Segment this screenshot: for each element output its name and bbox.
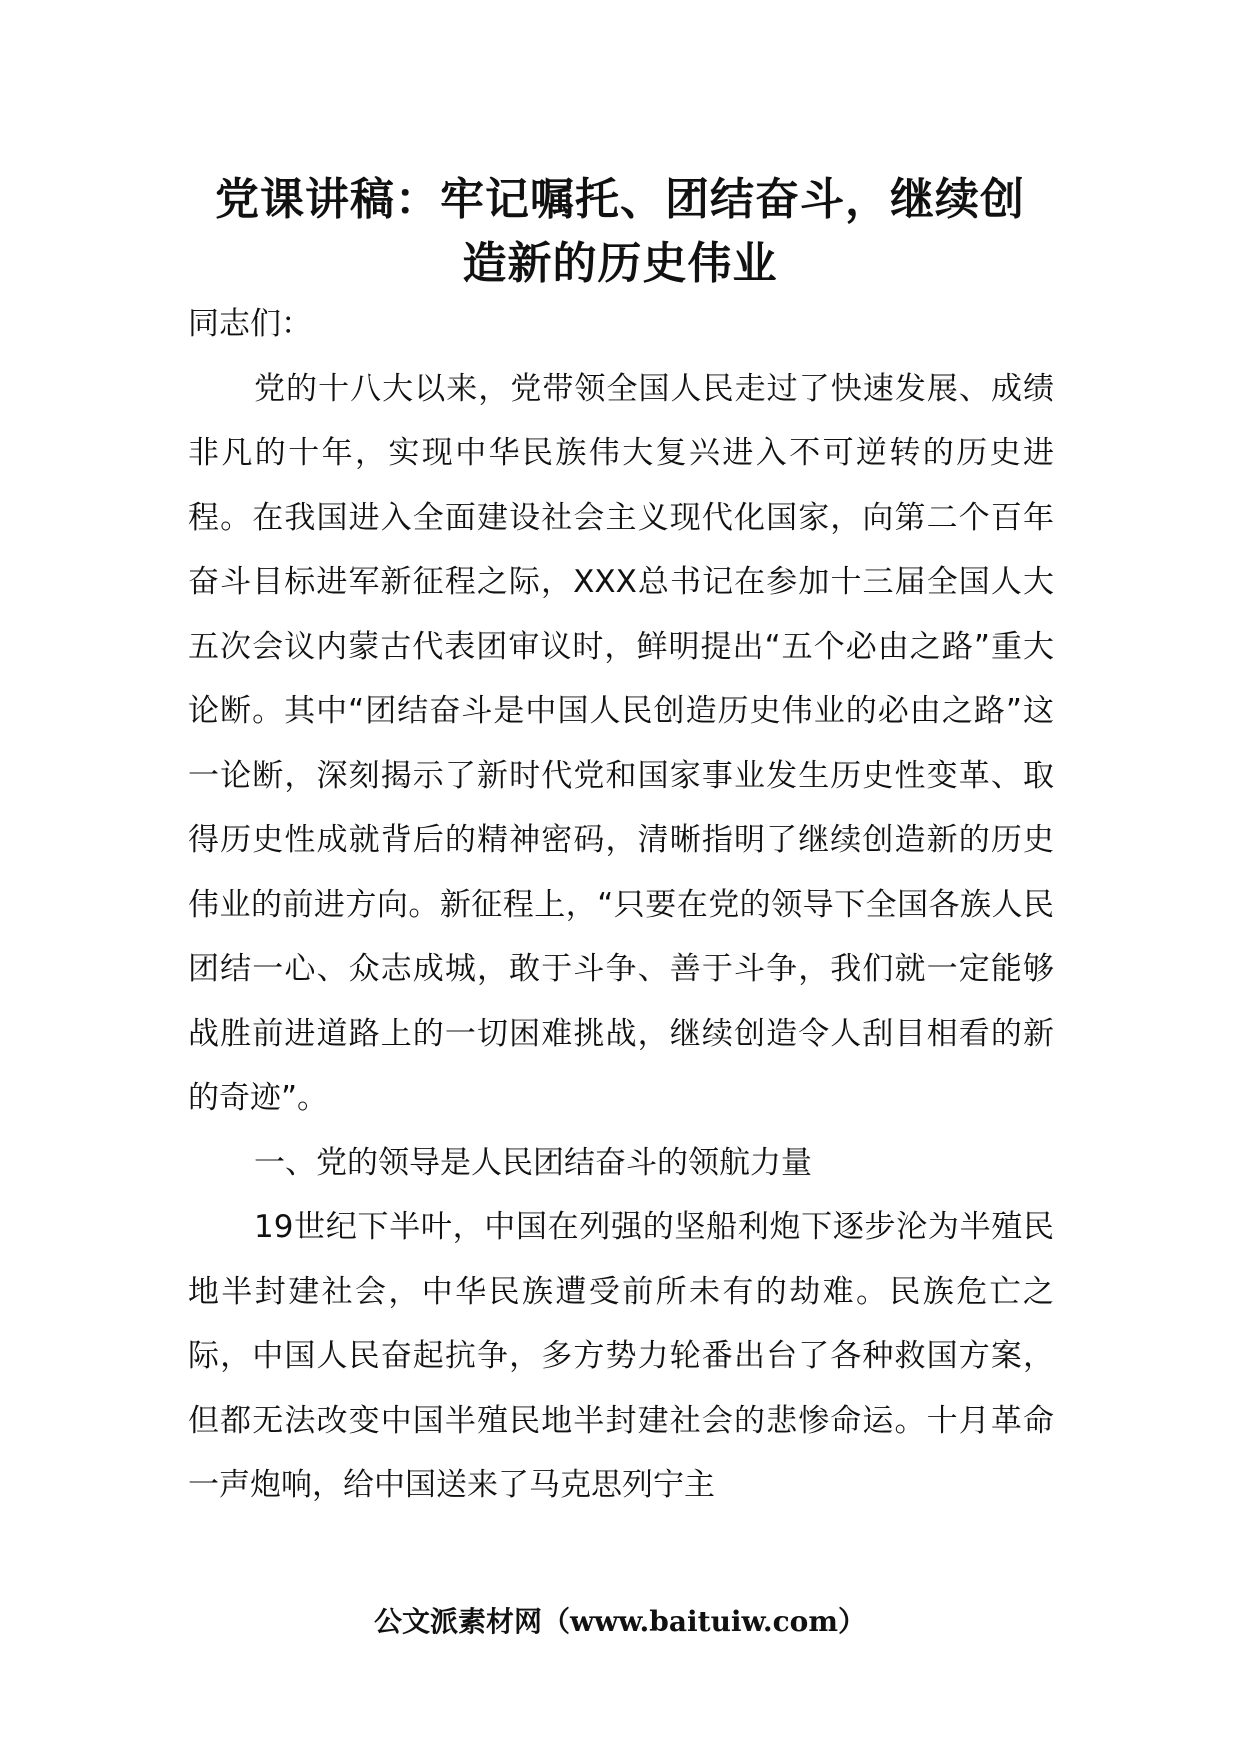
title-line-2: 造新的历史伟业 bbox=[462, 238, 778, 289]
paragraph-1: 党的十八大以来，党带领全国人民走过了快速发展、成绩非凡的十年，实现中华民族伟大复兴进入不可逆转的历史进程。在我国进入全面建设社会主义现代化国家，向第二个百年奋斗目标进军新征程之际，XXX总书记在参加十三届全国人大五次会议内蒙古代表团审议时，鲜明提出“五个必由之路”重大论断。其中“团结奋斗是中国人民创造历史伟业的必由之路”这一论断，深刻揭示了新时代党和国家事业发生历史性变革、取得历史性成就背后的精神密码，清晰指明了继续创造新的历史伟业的前进方向。新征程上，“只要在党的领导下全国各族人民团结一心、众志成城，敢于斗争、善于斗争，我们就一定能够战胜前进道路上的一切困难挑战，继续创造令人刮目相看的新的奇迹”。 bbox=[188, 370, 1054, 1116]
document-body bbox=[188, 292, 1054, 1518]
section-heading-1: 一、党的领导是人民团结奋斗的领航力量 bbox=[254, 1144, 812, 1181]
salutation: 同志们： bbox=[188, 306, 312, 342]
title-line-1: 党课讲稿：牢记嘱托、团结奋斗，继续创 bbox=[215, 174, 1025, 225]
document-title bbox=[170, 168, 1070, 296]
paragraph-2: 19世纪下半叶，中国在列强的坚船利炮下逐步沦为半殖民地半封建社会，中华民族遭受前所未有的劫难。民族危亡之际，中国人民奋起抗争，多方势力轮番出台了各种救国方案，但都无法改变中国半殖民地半封建社会的悲惨命运。十月革命一声炮响，给中国送来了马克思列宁主 bbox=[188, 1209, 1054, 1503]
page-footer: 公文派素材网（www.baituiw.com） bbox=[374, 1605, 866, 1638]
